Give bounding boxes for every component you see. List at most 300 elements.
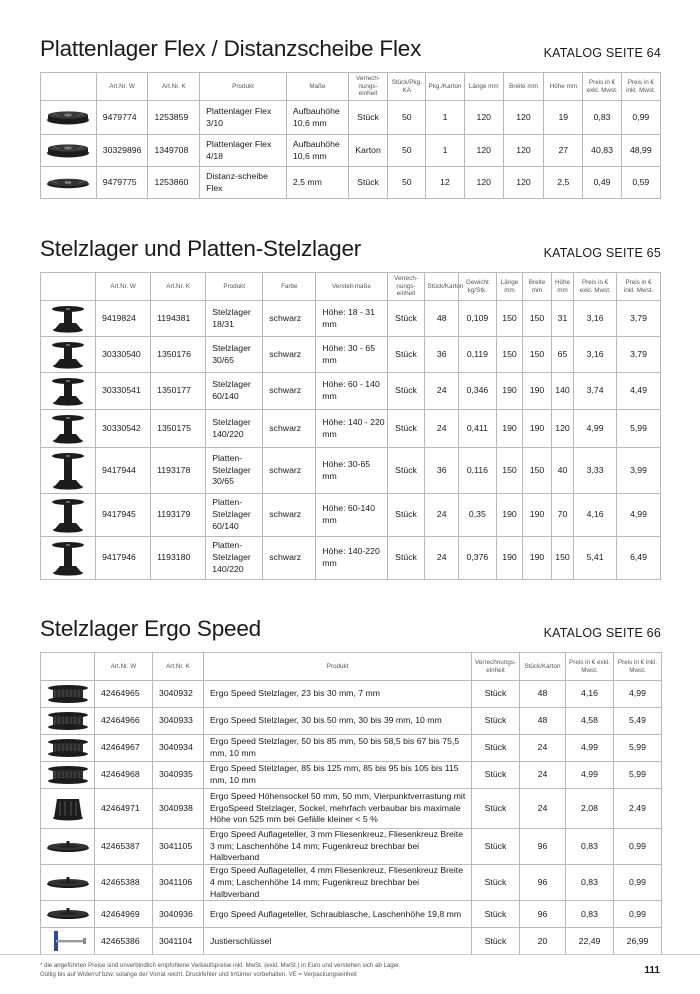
cell-preis-inkl: 0,99 bbox=[614, 829, 662, 865]
table-row bbox=[41, 789, 662, 829]
pedestal-icon bbox=[41, 452, 95, 490]
column-header: Stück/Karton bbox=[520, 653, 566, 681]
footnote-line: * die angeführten Preise sind unverbindlich empfohlene Verkaufspreise inkl. MwSt. (exkl. MwSt.) in Euro und verstehen sich ab Lager. bbox=[40, 962, 401, 969]
cell-hoehe: 70 bbox=[551, 494, 573, 537]
cell-stk: 24 bbox=[425, 410, 459, 448]
product-image-cell bbox=[41, 448, 96, 494]
cell-farbe: schwarz bbox=[263, 301, 316, 337]
cell-preis-inkl: 48,99 bbox=[621, 135, 660, 167]
cell-breite: 150 bbox=[523, 448, 552, 494]
table-header bbox=[41, 73, 661, 101]
column-header: Maße bbox=[286, 73, 348, 101]
cell-produkt: Platten-Stelzlager 30/65 bbox=[206, 448, 263, 494]
cell-preis-exkl: 2,08 bbox=[566, 789, 614, 829]
cell-art-k: 1193180 bbox=[151, 537, 206, 580]
cell-preis-inkl: 26,99 bbox=[614, 928, 662, 955]
cell-stk: 24 bbox=[520, 735, 566, 762]
cell-masse: Aufbauhöhe 10,6 mm bbox=[286, 101, 348, 135]
product-table bbox=[40, 272, 661, 580]
cell-breite: 150 bbox=[523, 301, 552, 337]
catalog-page-ref: KATALOG SEITE 66 bbox=[543, 626, 661, 640]
cell-einheit: Stück bbox=[387, 494, 425, 537]
column-header: Pkg./Karton bbox=[426, 73, 464, 101]
table-row bbox=[41, 167, 661, 199]
cell-preis-inkl: 3,79 bbox=[617, 337, 661, 373]
table-row bbox=[41, 448, 661, 494]
table-row bbox=[41, 537, 661, 580]
cell-stk: 24 bbox=[425, 537, 459, 580]
table-row bbox=[41, 901, 662, 928]
cell-preis-inkl: 0,99 bbox=[614, 865, 662, 901]
product-image-cell bbox=[41, 301, 96, 337]
cell-art-k: 3040934 bbox=[153, 735, 204, 762]
column-header: Art.Nr. W bbox=[96, 73, 148, 101]
table-row bbox=[41, 494, 661, 537]
cell-preis-exkl: 40,83 bbox=[583, 135, 621, 167]
cell-produkt: Ergo Speed Höhensockel 50 mm, 50 mm, Vierpunktverrastung mit ErgoSpeed Stelzlager, Sockel, mehrfach verbaubar bis maximale Höhe von 525 mm bei Gefälle kleiner < 5 % bbox=[204, 789, 472, 829]
cell-farbe: schwarz bbox=[263, 373, 316, 410]
product-image-cell bbox=[41, 101, 97, 135]
cell-pkg-karton: 12 bbox=[426, 167, 464, 199]
cell-einheit: Stück bbox=[472, 789, 520, 829]
cell-preis-inkl: 6,49 bbox=[617, 537, 661, 580]
cell-einheit: Stück bbox=[387, 337, 425, 373]
cell-hoehe: 150 bbox=[551, 537, 573, 580]
cell-pkg-karton: 1 bbox=[426, 135, 464, 167]
pedestal-icon bbox=[41, 305, 95, 333]
table-row bbox=[41, 301, 661, 337]
cell-preis-inkl: 5,99 bbox=[614, 762, 662, 789]
header-row bbox=[41, 273, 661, 301]
table-row bbox=[41, 829, 662, 865]
cell-art-w: 9417946 bbox=[96, 537, 151, 580]
cell-einheit: Stück bbox=[472, 708, 520, 735]
product-image-cell bbox=[41, 537, 96, 580]
cell-preis-inkl: 5,99 bbox=[617, 410, 661, 448]
cell-art-k: 3040938 bbox=[153, 789, 204, 829]
cell-art-k: 1253860 bbox=[148, 167, 200, 199]
cell-preis-exkl: 4,58 bbox=[566, 708, 614, 735]
cell-art-k: 3041106 bbox=[153, 865, 204, 901]
ergo-pedestal-icon bbox=[41, 738, 94, 758]
cell-preis-inkl: 4,99 bbox=[614, 681, 662, 708]
cell-art-w: 30330541 bbox=[96, 373, 151, 410]
cell-art-w: 9417945 bbox=[96, 494, 151, 537]
cell-preis-exkl: 0,83 bbox=[583, 101, 621, 135]
cell-masse: Höhe: 60-140 mm bbox=[316, 494, 387, 537]
cell-hoehe: 40 bbox=[551, 448, 573, 494]
table-row bbox=[41, 135, 661, 167]
cell-art-k: 1194381 bbox=[151, 301, 206, 337]
cell-art-k: 1349708 bbox=[148, 135, 200, 167]
cell-stk: 24 bbox=[520, 789, 566, 829]
column-header: Breite mm bbox=[503, 73, 543, 101]
cell-preis-exkl: 4,16 bbox=[566, 681, 614, 708]
section-plattenlager-flex bbox=[40, 32, 661, 199]
cell-farbe: schwarz bbox=[263, 337, 316, 373]
cell-pkg-karton: 1 bbox=[426, 101, 464, 135]
cell-produkt: Ergo Speed Stelzlager, 85 bis 125 mm, 85 bis 95 bis 105 bis 115 mm, 10 mm bbox=[204, 762, 472, 789]
cell-gewicht: 0,35 bbox=[459, 494, 497, 537]
product-image-cell bbox=[41, 167, 97, 199]
cell-stk: 48 bbox=[520, 708, 566, 735]
column-header: Art.Nr. W bbox=[95, 653, 153, 681]
cell-art-w: 9417944 bbox=[96, 448, 151, 494]
cell-art-k: 1350175 bbox=[151, 410, 206, 448]
column-header: Produkt bbox=[204, 653, 472, 681]
cell-stk-pkg: 50 bbox=[388, 101, 426, 135]
cell-laenge: 120 bbox=[464, 167, 503, 199]
cell-hoehe: 120 bbox=[551, 410, 573, 448]
cell-preis-inkl: 5,49 bbox=[614, 708, 662, 735]
column-header: Länge mm bbox=[496, 273, 523, 301]
cell-preis-inkl: 5,99 bbox=[614, 735, 662, 762]
column-header: Stück/Pkg. KA bbox=[388, 73, 426, 101]
cell-breite: 190 bbox=[523, 537, 552, 580]
cell-gewicht: 0,119 bbox=[459, 337, 497, 373]
cell-art-k: 3040935 bbox=[153, 762, 204, 789]
column-header: Höhe mm bbox=[551, 273, 573, 301]
cell-produkt: Stelzlager 140/220 bbox=[206, 410, 263, 448]
cell-einheit: Stück bbox=[472, 762, 520, 789]
section-stelzlager bbox=[40, 232, 661, 580]
cell-preis-inkl: 3,79 bbox=[617, 301, 661, 337]
pedestal-icon bbox=[41, 341, 95, 369]
cell-gewicht: 0,376 bbox=[459, 537, 497, 580]
product-image-cell bbox=[41, 681, 95, 708]
table-body bbox=[41, 301, 661, 580]
cell-einheit: Stück bbox=[387, 448, 425, 494]
support-plate-icon bbox=[41, 840, 94, 854]
product-table bbox=[40, 72, 661, 199]
cell-breite: 120 bbox=[503, 167, 543, 199]
support-plate-icon bbox=[41, 907, 94, 921]
cell-preis-inkl: 2,49 bbox=[614, 789, 662, 829]
cell-art-k: 3040933 bbox=[153, 708, 204, 735]
product-image-cell bbox=[41, 789, 95, 829]
cell-preis-exkl: 22,49 bbox=[566, 928, 614, 955]
section-header bbox=[40, 32, 661, 62]
cell-laenge: 190 bbox=[496, 494, 523, 537]
column-header: Preis in € exkl. Mwst. bbox=[574, 273, 617, 301]
flex-pad-icon bbox=[41, 110, 96, 126]
cell-breite: 120 bbox=[503, 101, 543, 135]
column-header: Farbe bbox=[263, 273, 316, 301]
cell-art-k: 1350177 bbox=[151, 373, 206, 410]
cell-art-w: 30330540 bbox=[96, 337, 151, 373]
cell-farbe: schwarz bbox=[263, 537, 316, 580]
product-image-cell bbox=[41, 410, 96, 448]
cell-preis-inkl: 3,99 bbox=[617, 448, 661, 494]
cell-stk-pkg: 50 bbox=[388, 167, 426, 199]
cell-art-w: 9479775 bbox=[96, 167, 148, 199]
cell-preis-exkl: 3,74 bbox=[574, 373, 617, 410]
pedestal-icon bbox=[41, 498, 95, 533]
column-header: Produkt bbox=[206, 273, 263, 301]
table-body bbox=[41, 101, 661, 199]
cell-produkt: Distanz-scheibe Flex bbox=[200, 167, 287, 199]
cell-einheit: Stück bbox=[472, 681, 520, 708]
cell-stk: 20 bbox=[520, 928, 566, 955]
column-header: Gewicht kg/Stk. bbox=[459, 273, 497, 301]
column-header: Art.Nr. W bbox=[96, 273, 151, 301]
cell-produkt: Ergo Speed Stelzlager, 30 bis 50 mm, 30 bis 39 mm, 10 mm bbox=[204, 708, 472, 735]
cell-produkt: Ergo Speed Stelzlager, 50 bis 85 mm, 50 bis 58,5 bis 67 bis 75,5 mm, 10 mm bbox=[204, 735, 472, 762]
cell-stk: 24 bbox=[520, 762, 566, 789]
cell-stk: 48 bbox=[425, 301, 459, 337]
flex-pad-icon bbox=[41, 143, 96, 159]
column-header: Breite mm bbox=[523, 273, 552, 301]
section-header bbox=[40, 612, 661, 642]
cell-produkt: Ergo Speed Stelzlager, 23 bis 30 mm, 7 mm bbox=[204, 681, 472, 708]
cell-laenge: 190 bbox=[496, 537, 523, 580]
cell-hoehe: 19 bbox=[544, 101, 583, 135]
header-row bbox=[41, 653, 662, 681]
cell-breite: 190 bbox=[523, 373, 552, 410]
product-image-cell bbox=[41, 735, 95, 762]
cell-preis-exkl: 0,49 bbox=[583, 167, 621, 199]
cell-preis-exkl: 4,99 bbox=[566, 762, 614, 789]
footnote-line: Gültig bis auf Widerruf bzw. solange der Vorrat reicht. Druckfehler und Irrtümer vorbehalten. VE = Verpackungseinheit bbox=[40, 970, 357, 978]
column-header: Produkt bbox=[200, 73, 287, 101]
cell-stk: 36 bbox=[425, 448, 459, 494]
cell-art-w: 30329896 bbox=[96, 135, 148, 167]
table-row bbox=[41, 762, 662, 789]
cell-art-w: 9419824 bbox=[96, 301, 151, 337]
cell-produkt: Plattenlager Flex 3/10 bbox=[200, 101, 287, 135]
cell-art-k: 1193178 bbox=[151, 448, 206, 494]
cell-einheit: Stück bbox=[387, 301, 425, 337]
cell-produkt: Justierschlüssel bbox=[204, 928, 472, 955]
column-header: Verrech-nungs-einheit bbox=[387, 273, 425, 301]
cell-art-k: 1350176 bbox=[151, 337, 206, 373]
cell-preis-inkl: 0,99 bbox=[614, 901, 662, 928]
ergo-base-icon bbox=[41, 796, 94, 822]
cell-laenge: 120 bbox=[464, 135, 503, 167]
cell-art-w: 42464968 bbox=[95, 762, 153, 789]
cell-art-w: 30330542 bbox=[96, 410, 151, 448]
cell-einheit: Stück bbox=[348, 167, 387, 199]
cell-preis-exkl: 3,16 bbox=[574, 301, 617, 337]
cell-einheit: Stück bbox=[387, 373, 425, 410]
cell-preis-inkl: 4,49 bbox=[617, 373, 661, 410]
cell-masse: Höhe: 140 - 220 mm bbox=[316, 410, 387, 448]
catalog-page-ref: KATALOG SEITE 64 bbox=[543, 46, 661, 60]
table-header bbox=[41, 653, 662, 681]
cell-hoehe: 27 bbox=[544, 135, 583, 167]
table-row bbox=[41, 708, 662, 735]
cell-produkt: Platten-Stelzlager 60/140 bbox=[206, 494, 263, 537]
table-body bbox=[41, 681, 662, 955]
cell-stk: 96 bbox=[520, 865, 566, 901]
cell-preis-exkl: 0,83 bbox=[566, 865, 614, 901]
cell-gewicht: 0,346 bbox=[459, 373, 497, 410]
cell-produkt: Stelzlager 30/65 bbox=[206, 337, 263, 373]
support-plate-icon bbox=[41, 876, 94, 890]
cell-breite: 190 bbox=[523, 494, 552, 537]
cell-art-k: 3041105 bbox=[153, 829, 204, 865]
page-number: 111 bbox=[644, 965, 660, 976]
cell-preis-inkl: 4,99 bbox=[617, 494, 661, 537]
cell-preis-inkl: 0,99 bbox=[621, 101, 660, 135]
cell-laenge: 190 bbox=[496, 410, 523, 448]
cell-masse: Höhe: 140-220 mm bbox=[316, 537, 387, 580]
header-row bbox=[41, 73, 661, 101]
cell-preis-inkl: 0,59 bbox=[621, 167, 660, 199]
pedestal-icon bbox=[41, 414, 95, 444]
cell-hoehe: 2,5 bbox=[544, 167, 583, 199]
cell-stk: 96 bbox=[520, 901, 566, 928]
pedestal-icon bbox=[41, 377, 95, 406]
cell-gewicht: 0,116 bbox=[459, 448, 497, 494]
cell-hoehe: 140 bbox=[551, 373, 573, 410]
cell-art-k: 3040936 bbox=[153, 901, 204, 928]
cell-einheit: Stück bbox=[472, 901, 520, 928]
section-title: Plattenlager Flex / Distanzscheibe Flex bbox=[40, 36, 422, 61]
cell-einheit: Stück bbox=[472, 735, 520, 762]
section-ergo-speed bbox=[40, 612, 661, 955]
table-row bbox=[41, 865, 662, 901]
ergo-pedestal-icon bbox=[41, 684, 94, 704]
cell-art-w: 42465387 bbox=[95, 829, 153, 865]
cell-preis-exkl: 4,99 bbox=[566, 735, 614, 762]
cell-art-w: 42464966 bbox=[95, 708, 153, 735]
cell-stk: 24 bbox=[425, 494, 459, 537]
cell-einheit: Stück bbox=[472, 865, 520, 901]
cell-produkt: Ergo Speed Auflageteller, Schraublasche, Laschenhöhe 19,8 mm bbox=[204, 901, 472, 928]
section-header bbox=[40, 232, 661, 262]
footnote bbox=[40, 962, 400, 980]
cell-masse: Höhe: 30 - 65 mm bbox=[316, 337, 387, 373]
cell-masse: Höhe: 18 - 31 mm bbox=[316, 301, 387, 337]
product-image-cell bbox=[41, 829, 95, 865]
product-image-cell bbox=[41, 865, 95, 901]
cell-farbe: schwarz bbox=[263, 410, 316, 448]
cell-laenge: 190 bbox=[496, 373, 523, 410]
cell-produkt: Stelzlager 18/31 bbox=[206, 301, 263, 337]
cell-art-w: 42464971 bbox=[95, 789, 153, 829]
cell-einheit: Stück bbox=[387, 537, 425, 580]
column-header: Art.Nr. K bbox=[151, 273, 206, 301]
column-header: Verrechnungs-einheit bbox=[472, 653, 520, 681]
cell-art-w: 42464965 bbox=[95, 681, 153, 708]
cell-farbe: schwarz bbox=[263, 494, 316, 537]
column-header: Stück/Karton bbox=[425, 273, 459, 301]
product-image-cell bbox=[41, 928, 95, 955]
cell-hoehe: 65 bbox=[551, 337, 573, 373]
cell-einheit: Stück bbox=[387, 410, 425, 448]
cell-produkt: Platten-Stelzlager 140/220 bbox=[206, 537, 263, 580]
cell-einheit: Stück bbox=[348, 101, 387, 135]
ergo-pedestal-icon bbox=[41, 711, 94, 731]
cell-farbe: schwarz bbox=[263, 448, 316, 494]
product-image-cell bbox=[41, 762, 95, 789]
cell-stk: 24 bbox=[425, 373, 459, 410]
section-title: Stelzlager Ergo Speed bbox=[40, 616, 261, 641]
column-header: Art.Nr. K bbox=[148, 73, 200, 101]
cell-laenge: 150 bbox=[496, 448, 523, 494]
product-image-cell bbox=[41, 901, 95, 928]
cell-preis-exkl: 0,83 bbox=[566, 901, 614, 928]
table-row bbox=[41, 337, 661, 373]
column-header bbox=[41, 273, 96, 301]
column-header: Länge mm bbox=[464, 73, 503, 101]
column-header bbox=[41, 73, 97, 101]
cell-art-w: 42464969 bbox=[95, 901, 153, 928]
column-header: Preis in € exkl. Mwst. bbox=[566, 653, 614, 681]
cell-preis-exkl: 4,99 bbox=[574, 410, 617, 448]
column-header bbox=[41, 653, 95, 681]
cell-art-w: 9479774 bbox=[96, 101, 148, 135]
cell-art-w: 42465388 bbox=[95, 865, 153, 901]
pedestal-icon bbox=[41, 541, 95, 576]
product-image-cell bbox=[41, 373, 96, 410]
cell-art-w: 42464967 bbox=[95, 735, 153, 762]
cell-einheit: Stück bbox=[472, 829, 520, 865]
cell-art-k: 3040932 bbox=[153, 681, 204, 708]
product-image-cell bbox=[41, 708, 95, 735]
column-header: Verrech-nungs-einheit bbox=[348, 73, 387, 101]
adjustment-key-icon bbox=[41, 929, 94, 953]
cell-gewicht: 0,109 bbox=[459, 301, 497, 337]
table-row bbox=[41, 410, 661, 448]
cell-preis-exkl: 3,16 bbox=[574, 337, 617, 373]
cell-stk: 96 bbox=[520, 829, 566, 865]
product-image-cell bbox=[41, 337, 96, 373]
catalog-page-ref: KATALOG SEITE 65 bbox=[543, 246, 661, 260]
table-row bbox=[41, 373, 661, 410]
cell-art-k: 1193179 bbox=[151, 494, 206, 537]
cell-produkt: Ergo Speed Auflageteller, 4 mm Fliesenkreuz, Fliesenkreuz Breite 4 mm; Laschenhöhe 14 mm; Fugenkreuz brechbar bei Halbverband bbox=[204, 865, 472, 901]
cell-masse: Aufbauhöhe 10,6 mm bbox=[286, 135, 348, 167]
table-row bbox=[41, 928, 662, 955]
cell-stk: 36 bbox=[425, 337, 459, 373]
table-header bbox=[41, 273, 661, 301]
cell-art-k: 1253859 bbox=[148, 101, 200, 135]
ergo-pedestal-icon bbox=[41, 765, 94, 785]
cell-einheit: Karton bbox=[348, 135, 387, 167]
spacer-disc-icon bbox=[41, 176, 96, 190]
product-image-cell bbox=[41, 135, 97, 167]
cell-breite: 190 bbox=[523, 410, 552, 448]
footer-divider bbox=[0, 954, 700, 955]
cell-preis-exkl: 0,83 bbox=[566, 829, 614, 865]
table-row bbox=[41, 101, 661, 135]
section-title: Stelzlager und Platten-Stelzlager bbox=[40, 236, 362, 261]
cell-produkt: Stelzlager 60/140 bbox=[206, 373, 263, 410]
table-row bbox=[41, 735, 662, 762]
cell-laenge: 150 bbox=[496, 301, 523, 337]
column-header: Höhe mm bbox=[544, 73, 583, 101]
cell-breite: 150 bbox=[523, 337, 552, 373]
cell-stk: 48 bbox=[520, 681, 566, 708]
cell-gewicht: 0,411 bbox=[459, 410, 497, 448]
column-header: Preis in € exkl. Mwst. bbox=[583, 73, 621, 101]
cell-produkt: Plattenlager Flex 4/18 bbox=[200, 135, 287, 167]
cell-laenge: 120 bbox=[464, 101, 503, 135]
column-header: Verstell-maße bbox=[316, 273, 387, 301]
cell-laenge: 150 bbox=[496, 337, 523, 373]
cell-art-k: 3041104 bbox=[153, 928, 204, 955]
cell-stk-pkg: 50 bbox=[388, 135, 426, 167]
cell-masse: 2,5 mm bbox=[286, 167, 348, 199]
cell-breite: 120 bbox=[503, 135, 543, 167]
product-table bbox=[40, 652, 662, 955]
column-header: Preis in € inkl. Mwst. bbox=[617, 273, 661, 301]
cell-masse: Höhe: 60 - 140 mm bbox=[316, 373, 387, 410]
product-image-cell bbox=[41, 494, 96, 537]
cell-preis-exkl: 5,41 bbox=[574, 537, 617, 580]
